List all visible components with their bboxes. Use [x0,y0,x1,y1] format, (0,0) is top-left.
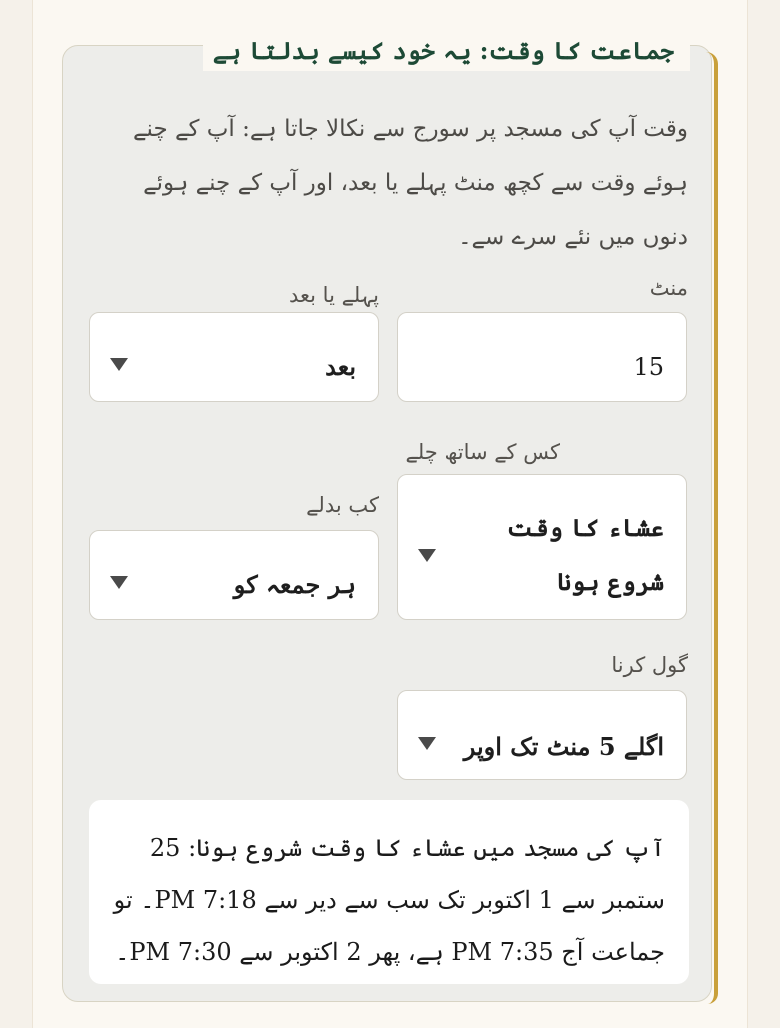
chevron-down-icon [418,549,436,562]
anchor-select[interactable] [397,474,687,620]
anchor-label: کس کے ساتھ چلے [405,440,560,464]
section-description: وقت آپ کی مسجد پر سورج سے نکالا جاتا ہے: آپ کے چنے ہوئے وقت سے کچھ منٹ پہلے یا بعد، اور آپ کے چنے ہوئے دنوں میں نئے سرے سے۔ [133,116,688,250]
chevron-down-icon [110,358,128,371]
minutes-value: 15 [633,353,664,381]
chevron-down-icon [110,576,128,589]
anchor-value: عشاء کا وقت شروع ہونا [506,513,664,596]
rounding-select[interactable] [397,690,687,780]
rounding-label: گول کرنا [611,653,688,677]
result-summary: آپ کی مسجد میں عشاء کا وقت شروع ہونا: 25 ستمبر سے 1 اکتوبر تک سب سے دیر سے 7:18 PM۔ تو جماعت آج 7:35 PM ہے، پھر 2 اکتوبر سے 7:30 PM۔ [89,800,689,984]
when-change-select[interactable] [89,530,379,620]
card-accent-border [706,52,718,1004]
minutes-label: منٹ [649,276,688,300]
chevron-down-icon [418,737,436,750]
rounding-value: اگلے 5 منٹ تک اوپر [463,732,664,761]
before-after-select[interactable] [89,312,379,402]
before-after-label: پہلے یا بعد [289,283,379,307]
before-after-value: بعد [325,352,356,381]
section-title: جماعت کا وقت: یہ خود کیسے بدلتا ہے [203,31,690,71]
when-change-value: ہر جمعہ کو [233,570,356,599]
minutes-input[interactable] [397,312,687,402]
when-change-label: کب بدلے [306,493,379,517]
